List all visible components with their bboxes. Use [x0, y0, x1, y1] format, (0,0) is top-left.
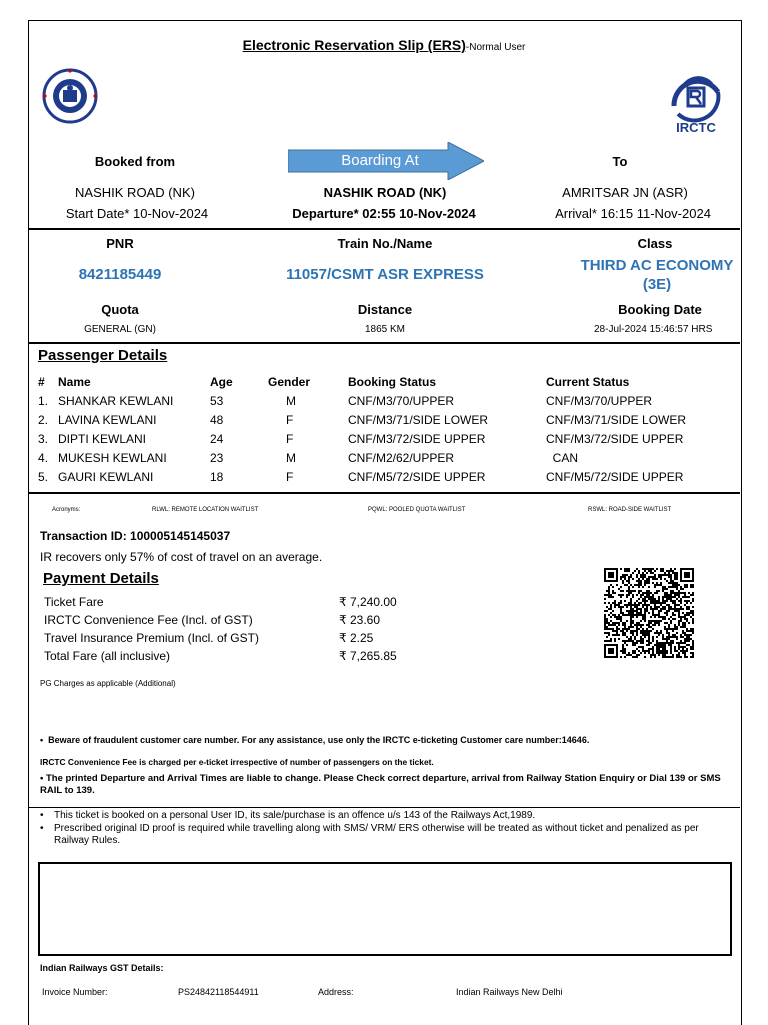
class-label: Class — [637, 236, 673, 251]
payment-label: Total Fare (all inclusive) — [44, 649, 171, 663]
table-row — [38, 448, 726, 467]
bullet-icon: • — [40, 735, 49, 745]
cell-name: DIPTI KEWLANI — [58, 431, 147, 446]
rules-list — [40, 810, 732, 848]
from-station: NASHIK ROAD (NK) — [75, 185, 195, 200]
col-current-status: Current Status — [546, 374, 630, 389]
fraud-notice — [40, 735, 589, 745]
col-age: Age — [210, 374, 233, 389]
advertisement-box — [38, 862, 732, 956]
payment-label: IRCTC Convenience Fee (Incl. of GST) — [44, 613, 253, 627]
cell-booking-status: CNF/M3/72/SIDE UPPER — [348, 431, 486, 446]
payment-table — [44, 593, 459, 665]
payment-label: Ticket Fare — [44, 595, 104, 609]
arrival-time: Arrival* 16:15 11-Nov-2024 — [555, 206, 711, 221]
irctc-logo — [662, 58, 730, 138]
cell-index: 5. — [38, 469, 49, 484]
indian-railways-logo — [42, 68, 98, 124]
table-row — [38, 467, 726, 486]
acronym-rlwl: RLWL: REMOTE LOCATION WAITLIST — [152, 507, 259, 513]
boarding-at-label: Boarding At — [341, 152, 419, 169]
divider — [28, 807, 740, 808]
col-booking-status: Booking Status — [348, 374, 437, 389]
times-notice-text: The printed Departure and Arrival Times are liable to change. Please Check correct departure, arrival from Railway Station Enquiry or Dial 139 or SMS RAIL to 139. — [40, 773, 721, 796]
bullet-icon: • — [40, 822, 44, 834]
cell-age: 23 — [210, 450, 224, 465]
to-label: To — [612, 154, 628, 169]
cell-gender: F — [286, 431, 294, 446]
list-item — [40, 823, 732, 848]
acronym-pqwl: PQWL: POOLED QUOTA WAITLIST — [368, 507, 466, 513]
cell-age: 18 — [210, 469, 224, 484]
cell-index: 2. — [38, 412, 49, 427]
passenger-details-title: Passenger Details — [38, 347, 168, 364]
cell-index: 1. — [38, 393, 49, 408]
cell-current-status: CAN — [546, 450, 579, 465]
train-label: Train No./Name — [337, 236, 433, 251]
start-date: Start Date* 10-Nov-2024 — [65, 206, 209, 221]
col-name: Name — [58, 374, 91, 389]
cell-current-status: CNF/M3/71/SIDE LOWER — [546, 412, 687, 427]
divider — [28, 228, 740, 230]
payment-details-title: Payment Details — [43, 570, 159, 587]
pnr-label: PNR — [106, 236, 134, 251]
payment-value: ₹ 23.60 — [339, 613, 380, 627]
table-row — [38, 410, 726, 429]
payment-value: ₹ 2.25 — [339, 631, 374, 645]
cell-age: 24 — [210, 431, 224, 446]
departure-time: Departure* 02:55 10-Nov-2024 — [292, 206, 476, 221]
cell-index: 4. — [38, 450, 49, 465]
table-row — [38, 391, 726, 410]
table-row — [38, 429, 726, 448]
train-name: 11057/CSMT ASR EXPRESS — [286, 266, 484, 283]
cell-index: 3. — [38, 431, 49, 446]
payment-value: ₹ 7,265.85 — [339, 649, 397, 663]
payment-row — [44, 647, 459, 665]
fraud-notice-text: Beware of fraudulent customer care number. For any assistance, use only the IRCTC e-ticketing Customer care number:14646. — [48, 735, 590, 745]
convenience-fee-notice: IRCTC Convenience Fee is charged per e-ticket irrespective of number of passengers on the ticket. — [40, 757, 434, 767]
rule-text: Prescribed original ID proof is required while travelling along with SMS/ VRM/ ERS otherwise will be treated as without ticket and penalized as per Railway Rules. — [54, 822, 699, 846]
payment-row — [44, 611, 459, 629]
cell-gender: F — [286, 412, 294, 427]
transaction-id: Transaction ID: 100005145145037 — [40, 529, 231, 543]
distance-label: Distance — [357, 302, 413, 317]
invoice-label: Invoice Number: — [42, 987, 108, 997]
cell-booking-status: CNF/M5/72/SIDE UPPER — [348, 469, 486, 484]
cell-booking-status: CNF/M3/70/UPPER — [348, 393, 455, 408]
rule-text: This ticket is booked on a personal User ID, its sale/purchase is an offence u/s 143 of the Railways Act,1989. — [54, 810, 536, 821]
quota-label: Quota — [101, 302, 139, 317]
payment-row — [44, 593, 459, 611]
col-index: # — [38, 374, 45, 389]
distance-value: 1865 KM — [364, 324, 406, 335]
invoice-number: PS24842118544911 — [178, 987, 259, 997]
times-notice — [40, 773, 730, 797]
payment-label: Travel Insurance Premium (Incl. of GST) — [44, 631, 259, 645]
list-item — [40, 810, 732, 823]
pg-charges-note: PG Charges as applicable (Additional) — [40, 679, 176, 688]
booked-from-label: Booked from — [94, 154, 176, 169]
cell-current-status: CNF/M3/70/UPPER — [546, 393, 653, 408]
payment-row — [44, 629, 459, 647]
address-value: Indian Railways New Delhi — [456, 987, 563, 997]
acronyms-label: Acronyms: — [52, 507, 81, 513]
boarding-station: NASHIK ROAD (NK) — [323, 185, 447, 200]
acronym-rswl: RSWL: ROAD-SIDE WAITLIST — [588, 507, 672, 513]
passenger-table — [38, 372, 726, 486]
to-station: AMRITSAR JN (ASR) — [562, 185, 688, 200]
pnr-number: 8421185449 — [78, 266, 162, 283]
irctc-logo-text: IRCTC — [676, 120, 716, 135]
divider — [28, 492, 740, 494]
cell-current-status: CNF/M5/72/SIDE UPPER — [546, 469, 684, 484]
divider — [28, 342, 740, 344]
bullet-icon: • — [40, 810, 44, 821]
cell-age: 48 — [210, 412, 224, 427]
class-name: THIRD AC ECONOMY — [580, 257, 734, 274]
cell-age: 53 — [210, 393, 224, 408]
cell-gender: M — [286, 393, 296, 408]
passenger-table-header — [38, 372, 726, 391]
gst-title: Indian Railways GST Details: — [40, 963, 164, 973]
cell-booking-status: CNF/M2/62/UPPER — [348, 450, 455, 465]
address-label: Address: — [318, 987, 354, 997]
class-code: (3E) — [642, 276, 672, 293]
cell-name: MUKESH KEWLANI — [58, 450, 167, 465]
payment-value: ₹ 7,240.00 — [339, 595, 397, 609]
ers-title: Electronic Reservation Slip (ERS)-Normal User — [242, 37, 526, 53]
cell-gender: F — [286, 469, 294, 484]
bullet-icon: • — [40, 773, 46, 784]
cell-name: GAURI KEWLANI — [58, 469, 154, 484]
booking-date-label: Booking Date — [618, 302, 702, 317]
cell-name: LAVINA KEWLANI — [58, 412, 157, 427]
recovery-note: IR recovers only 57% of cost of travel on an average. — [40, 550, 323, 564]
cell-current-status: CNF/M3/72/SIDE UPPER — [546, 431, 684, 446]
cell-gender: M — [286, 450, 296, 465]
quota-value: GENERAL (GN) — [84, 324, 156, 335]
cell-name: SHANKAR KEWLANI — [58, 393, 174, 408]
col-gender: Gender — [268, 374, 311, 389]
booking-date-value: 28-Jul-2024 15:46:57 HRS — [594, 324, 713, 335]
qr-code — [604, 568, 694, 658]
cell-booking-status: CNF/M3/71/SIDE LOWER — [348, 412, 489, 427]
